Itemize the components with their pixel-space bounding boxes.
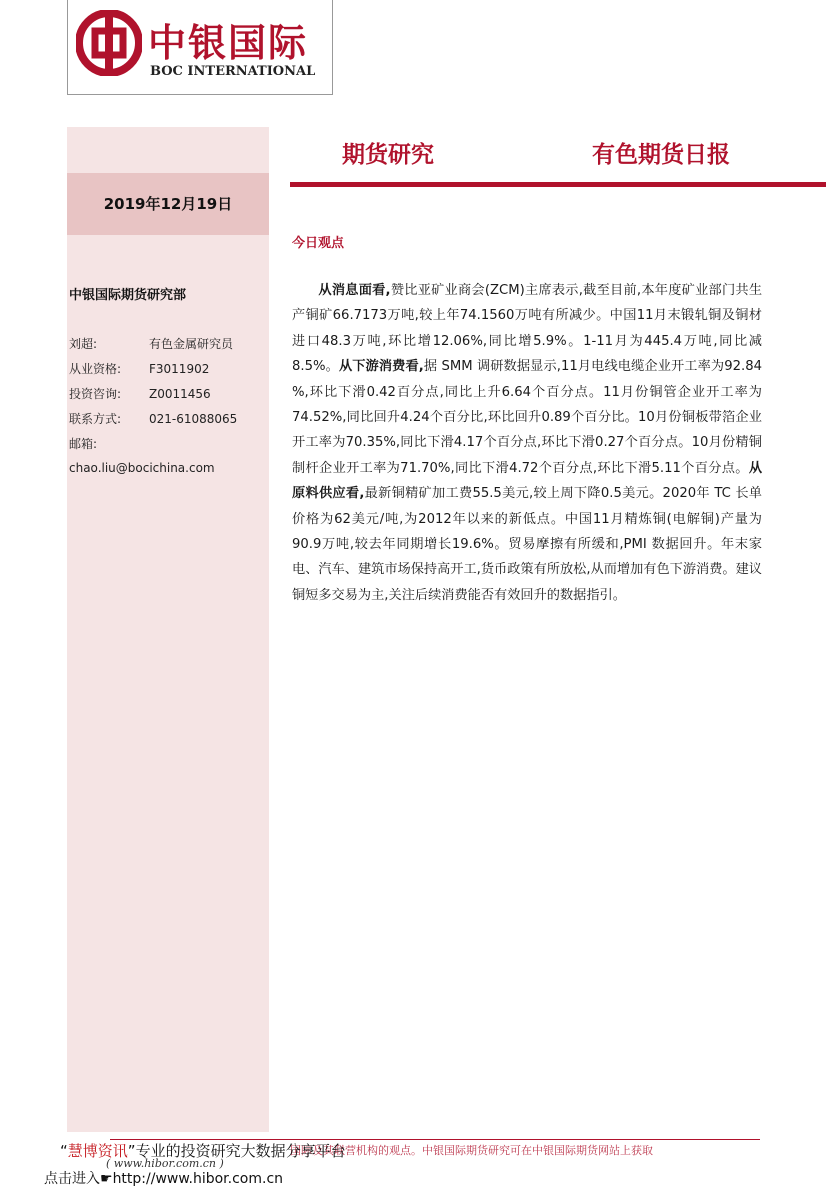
watermark-enter-url[interactable]: http://www.hibor.com.cn xyxy=(112,1171,284,1187)
report-body xyxy=(292,278,762,608)
contact-value: F3011902 xyxy=(149,362,210,376)
watermark-url-small: ( www.hibor.com.cn ) xyxy=(106,1157,224,1170)
section-heading: 今日观点 xyxy=(292,236,345,251)
segment-heading-consumption: 从下游消费看, xyxy=(338,359,424,375)
department-name: 中银国际期货研究部 xyxy=(69,288,187,303)
contact-label: 邮箱: xyxy=(69,437,98,451)
contact-row-consulting xyxy=(69,385,211,402)
footer-disclaimer: 国际及其联营机构的观点。中银国际期货研究可在中银国际期货网站上获取 xyxy=(290,1144,653,1157)
company-logo xyxy=(67,0,333,95)
sidebar xyxy=(67,127,269,1132)
contact-email[interactable]: chao.liu@bocichina.com xyxy=(69,461,215,475)
watermark-enter-text: 点击进入 xyxy=(44,1171,100,1187)
watermark-title: “慧博资讯”专业的投资研究大数据分享平台 xyxy=(60,1142,346,1160)
contact-label: 从业资格: xyxy=(69,362,122,376)
header-category: 期货研究 xyxy=(342,142,434,168)
cursor-hand-icon: ☛ xyxy=(100,1171,113,1187)
header-report-type: 有色期货日报 xyxy=(592,142,730,168)
contact-row-phone xyxy=(69,410,237,427)
contact-label: 联系方式: xyxy=(69,412,122,426)
contact-label: 投资咨询: xyxy=(69,387,122,401)
contact-label: 刘超: xyxy=(69,337,98,351)
watermark-enter-link[interactable] xyxy=(44,1168,283,1188)
report-date: 2019年12月19日 xyxy=(103,195,233,213)
contact-value: 有色金属研究员 xyxy=(149,337,234,351)
segment-text-supply: 最新铜精矿加工费55.5美元,较上周下降0.5美元。2020年 TC 长单价格为62美元/吨,为2012年以来的新低点。中国11月精炼铜(电解铜)产量为90.9万吨,较去年同期增长19.6%。贸易摩擦有所缓和,PMI 数据回升。年末家电、汽车、建筑市场保持高开工,货币政策有所放松,从而增加有色下游消费。建议铜短多交易为主,关注后续消费能否有效回升的数据指引。 xyxy=(292,486,762,603)
watermark-brand: 慧博资讯 xyxy=(67,1142,128,1160)
logo-name-en: BOC INTERNATIONAL xyxy=(150,64,316,79)
body-paragraph xyxy=(292,278,762,608)
contact-row-analyst xyxy=(69,335,233,352)
logo-name-cn: 中银国际 xyxy=(148,20,309,65)
segment-heading-news: 从消息面看, xyxy=(318,283,391,298)
header-divider xyxy=(290,182,826,187)
segment-text-consumption: 据 SMM 调研数据显示,11月电线电缆企业开工率为92.84 %,环比下滑0.42百分点,同比上升6.64个百分点。11月份铜管企业开工率为74.52%,同比回升4.24个百分比,环比回升0.89个百分比。10月份铜板带箔企业开工率为70.35%,同比下滑4.17个百分点,环比下滑0.27个百分点。10月份精铜制杆企业开工率为71.70%,同比下滑4.72个百分点,环比下滑5.11个百分点。 xyxy=(292,359,762,476)
contact-row-email-label xyxy=(69,435,149,452)
contact-value: Z0011456 xyxy=(149,387,211,401)
boc-emblem-icon xyxy=(76,10,142,76)
segment-heading-supply: 从原料供应看, xyxy=(292,460,762,502)
date-band xyxy=(67,173,269,235)
segment-text-news: 赞比亚矿业商会(ZCM)主席表示,截至目前,本年度矿业部门共生产铜矿66.7173万吨,较上年74.1560万吨有所减少。中国11月末锻轧铜及铜材进口48.3万吨,环比增12.06%,同比增5.9%。1-11月为445.4万吨,同比减8.5%。 xyxy=(292,283,763,375)
contact-value: 021-61088065 xyxy=(149,412,238,426)
contact-row-qualification xyxy=(69,360,209,377)
watermark-slogan: 专业的投资研究大数据分享平台 xyxy=(135,1142,346,1160)
